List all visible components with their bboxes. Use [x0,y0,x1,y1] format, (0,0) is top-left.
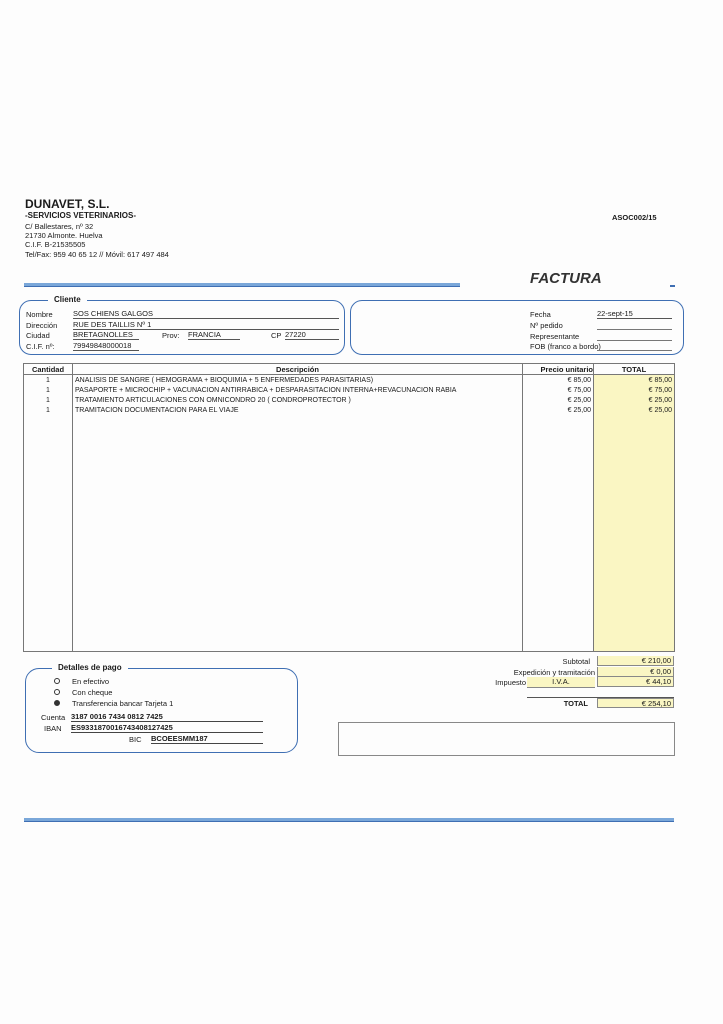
cash-option-label: En efectivo [72,677,110,686]
tax-value: € 44,10 [597,677,674,687]
total-header: TOTAL [594,364,675,375]
client-legend: Cliente [48,295,87,304]
notes-box [338,722,675,756]
transfer-option-label: Transferencia bancar Tarjeta 1 [72,699,174,708]
client-city-label: Ciudad [26,331,50,340]
account-label: Cuenta [41,713,66,722]
payment-legend: Detalles de pago [52,663,128,672]
cash-radio[interactable] [54,678,60,684]
transfer-radio[interactable] [54,700,60,706]
cheque-radio[interactable] [54,689,60,695]
cheque-option-label: Con cheque [72,688,113,697]
table-header-row [24,364,675,375]
tax-label: Impuesto [495,678,526,687]
items-table [23,363,675,652]
row-qty: 1 [24,395,73,405]
subtotal-label: Subtotal [562,657,590,666]
row-desc: TRAMITACION DOCUMENTACION PARA EL VIAJE [73,405,523,415]
bic-label: BIC [129,735,142,744]
client-name-label: Nombre [26,310,53,319]
shipping-value: € 0,00 [597,667,674,677]
iban-value: ES9331870016743408127425 [71,723,263,733]
company-city: 21730 Almonte. Huelva [25,231,103,240]
bic-value: BCOEESMM187 [151,734,263,744]
title-mark [670,285,675,287]
subtotal-value: € 210,00 [597,656,674,666]
fob-label: FOB (franco a bordo) [530,342,601,351]
company-phone: Tel/Fax: 959 40 65 12 // Móvil: 617 497 484 [25,250,169,259]
table-row [24,385,675,395]
client-cp: 27220 [285,330,339,340]
client-name: SOS CHIENS GALGOS [73,309,339,319]
document-title: FACTURA [530,270,602,287]
invoice-date: 22-sept-15 [597,309,672,319]
table-empty-space [24,415,675,652]
row-qty: 1 [24,375,73,386]
client-cif: 79949848000018 [73,341,139,351]
row-total: € 75,00 [594,385,675,395]
row-desc: PASAPORTE + MICROCHIP + VACUNACION ANTIRRABICA + DESPARASITACION INTERNA+REVACUNACION RABIA [73,385,523,395]
row-price: € 25,00 [523,395,594,405]
company-name: DUNAVET, S.L. [25,197,110,211]
order-number-label: Nº pedido [530,321,563,330]
client-address: RUE DES TAILLIS Nº 1 [73,320,339,330]
row-total: € 85,00 [594,375,675,386]
client-cif-label: C.I.F. nº: [26,342,55,351]
row-total: € 25,00 [594,405,675,415]
company-address: C/ Ballestares, nº 32 [25,222,94,231]
client-prov: FRANCIA [188,330,240,340]
qty-header: Cantidad [24,364,73,375]
price-header: Precio unitario [523,364,594,375]
row-price: € 85,00 [523,375,594,386]
invoice-code: ASOC002/15 [612,213,657,222]
order-number-line [597,329,672,330]
footer-divider [24,818,674,822]
client-prov-label: Prov: [162,331,180,340]
table-row [24,395,675,405]
desc-header: Descripción [73,364,523,375]
account-number: 3187 0016 7434 0812 7425 [71,712,263,722]
row-desc: TRATAMIENTO ARTICULACIONES CON OMNICONDRO 20 ( CONDROPROTECTOR ) [73,395,523,405]
iban-label: IBAN [44,724,62,733]
representative-line [597,340,672,341]
shipping-label: Expedición y tramitación [513,668,595,677]
table-row [24,405,675,415]
row-total: € 25,00 [594,395,675,405]
date-label: Fecha [530,310,551,319]
table-row [24,375,675,386]
row-qty: 1 [24,405,73,415]
client-city: BRETAGNOLLES [73,330,139,340]
header-divider [24,283,460,287]
row-price: € 75,00 [523,385,594,395]
client-address-label: Dirección [26,321,58,330]
row-desc: ANALISIS DE SANGRE ( HEMOGRAMA + BIOQUIMIA + 5 ENFERMEDADES PARASITARIAS) [73,375,523,386]
grand-total-label: TOTAL [563,699,588,708]
tax-name: I.V.A. [527,677,595,688]
fob-line [597,350,672,351]
company-subtitle: -SERVICIOS VETERINARIOS- [25,211,136,220]
client-cp-label: CP [271,331,282,340]
row-qty: 1 [24,385,73,395]
grand-total-value: € 254,10 [597,698,674,708]
representative-label: Representante [530,332,580,341]
company-cif: C.I.F. B-21535505 [25,240,86,249]
row-price: € 25,00 [523,405,594,415]
